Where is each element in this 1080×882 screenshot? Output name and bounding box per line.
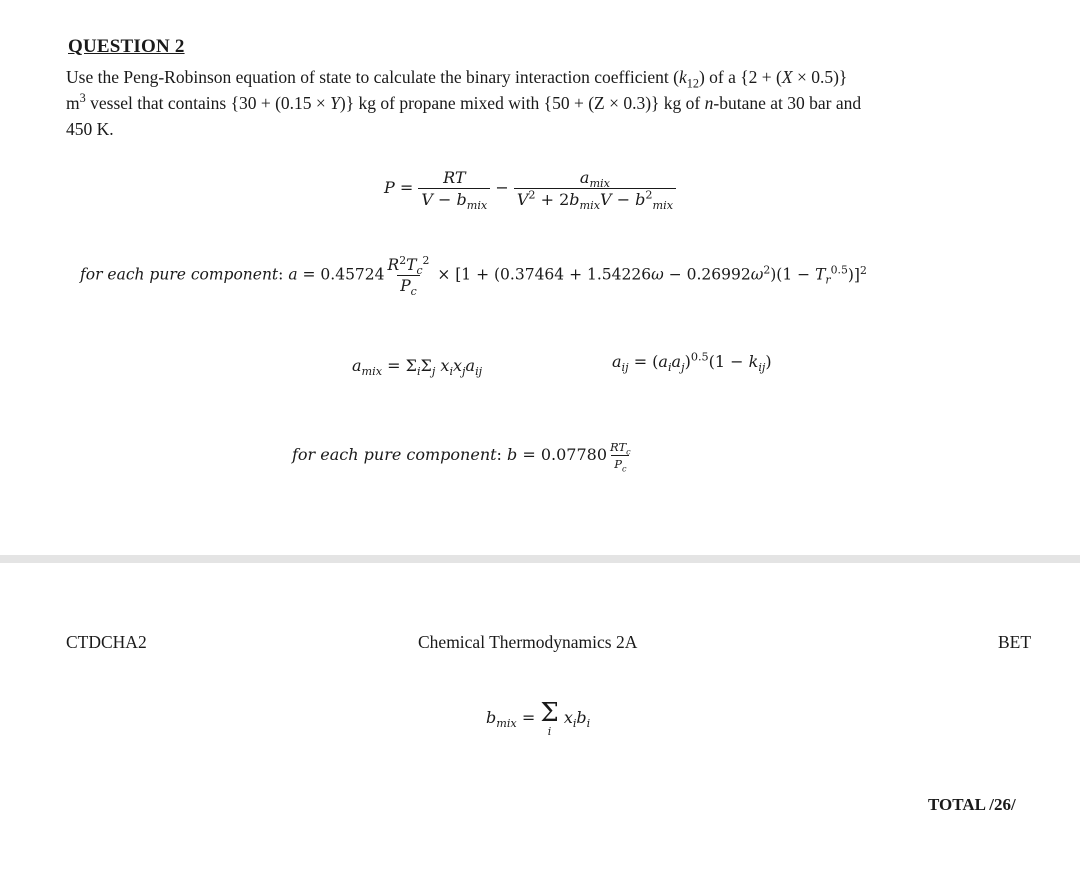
aij-equation: $a_{ij} = (a_ia_j)^{0.5}(1 - k_{ij})$: [612, 350, 772, 375]
peng-robinson-equation: P = $\frac{RT}{V - b_{mix}}$ − $\frac{a_{mix}}{V^2 + 2b_{mix}V - b^2_{mix}}$: [384, 168, 676, 209]
footer-institution: BET: [998, 632, 1032, 652]
question-line-3: 450 K.: [66, 119, 114, 139]
total-marks: TOTAL /26/: [928, 795, 1016, 814]
bmix-equation: $b_{mix}$ = Σ i $x_ib_i$: [486, 698, 591, 738]
footer-course-code: CTDCHA2: [66, 632, 147, 652]
page-separator: [0, 555, 1080, 563]
amix-equation: $a_{mix} = \Sigma_i\Sigma_j$ $x_ix_ja_{ij}$: [352, 356, 483, 379]
footer-course-title: Chemical Thermodynamics 2A: [418, 632, 638, 652]
question-line-2: $m^3$ vessel that contains {30 + (0.15 × Y)} kg of propane mixed with {50 + (Z × 0.3)} kg of n-butane at 30 bar and: [66, 91, 862, 113]
question-heading: QUESTION 2: [68, 36, 185, 57]
pure-component-b-equation: for each pure component: b = 0.07780 $\frac{RT_c}{P_c}$: [292, 440, 631, 474]
question-line-1: Use the Peng-Robinson equation of state to calculate the binary interaction coefficient $(k_{12})$ of a {2 + (X × 0.5)}: [66, 67, 848, 91]
pure-component-a-equation: for each pure component: a = 0.45724 $\frac{R^2T_c^2}{P_c}$ × $[1 + (0.37464 + 1.54226\omega - 0.26992\omega^2)(1 - T_r^{0.5})]^2$: [80, 253, 867, 299]
question-text: [66, 64, 1046, 142]
